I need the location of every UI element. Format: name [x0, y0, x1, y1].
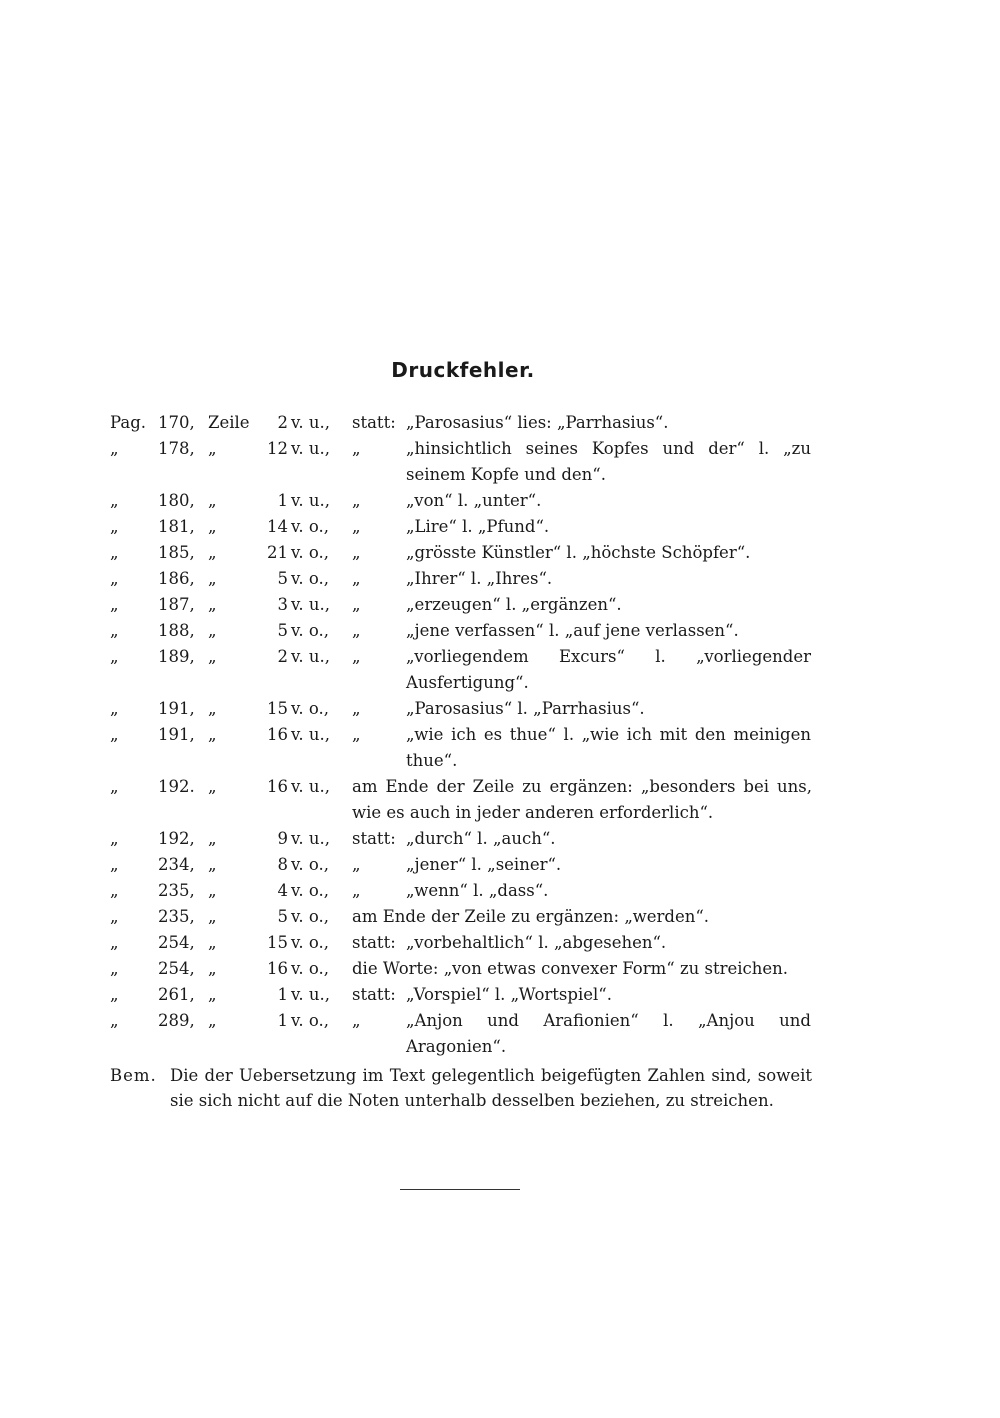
- errata-position: v. u.,: [291, 985, 330, 1004]
- errata-position: v. o.,: [291, 569, 329, 588]
- errata-line-number: 16: [267, 959, 288, 978]
- errata-pag: „: [110, 595, 119, 614]
- errata-row: [110, 982, 815, 1008]
- errata-page-number: 289,: [158, 1011, 195, 1030]
- errata-correction: „Anjon und Arafionien“ l. „Anjou und Aragonien“.: [406, 1011, 811, 1056]
- errata-row: [110, 566, 815, 592]
- errata-zeile: „: [208, 595, 217, 614]
- errata-zeile: „: [208, 647, 217, 666]
- remark-text: Die der Uebersetzung im Text gelegentlich beigefügten Zahlen sind, soweit sie sich nicht auf die Noten unterhalb desselben beziehen, zu streichen.: [170, 1066, 812, 1110]
- errata-keyword: „: [352, 595, 361, 614]
- errata-row: [110, 774, 815, 826]
- errata-row: [110, 436, 815, 488]
- errata-page-number: 187,: [158, 595, 195, 614]
- errata-correction: die Worte: „von etwas convexer Form“ zu streichen.: [352, 959, 789, 978]
- errata-line-number: 12: [267, 439, 288, 458]
- errata-keyword: statt:: [352, 829, 396, 848]
- errata-keyword: „: [352, 543, 361, 562]
- errata-position: v. o.,: [291, 543, 329, 562]
- errata-pag: „: [110, 621, 119, 640]
- errata-page-number: 234,: [158, 855, 195, 874]
- errata-position: v. u.,: [291, 413, 330, 432]
- errata-page-number: 191,: [158, 725, 195, 744]
- errata-page-number: 186,: [158, 569, 195, 588]
- errata-row: [110, 904, 815, 930]
- errata-row: [110, 618, 815, 644]
- errata-line-number: 9: [277, 829, 288, 848]
- errata-page-number: 178,: [158, 439, 195, 458]
- errata-row: [110, 644, 815, 696]
- errata-zeile: „: [208, 985, 217, 1004]
- errata-zeile: Zeile: [208, 413, 250, 432]
- errata-row: [110, 592, 815, 618]
- errata-position: v. o.,: [291, 959, 329, 978]
- errata-line-number: 1: [277, 1011, 288, 1030]
- errata-position: v. o.,: [291, 933, 329, 952]
- errata-position: v. u.,: [291, 829, 330, 848]
- errata-position: v. u.,: [291, 777, 330, 796]
- errata-position: v. u.,: [291, 491, 330, 510]
- errata-page-number: 235,: [158, 881, 195, 900]
- errata-page-number: 261,: [158, 985, 195, 1004]
- errata-position: v. o.,: [291, 1011, 329, 1030]
- errata-pag: „: [110, 517, 119, 536]
- errata-position: v. o.,: [291, 855, 329, 874]
- errata-line-number: 5: [277, 621, 288, 640]
- errata-keyword: „: [352, 517, 361, 536]
- errata-pag: „: [110, 725, 119, 744]
- errata-keyword: „: [352, 881, 361, 900]
- errata-row: [110, 852, 815, 878]
- errata-line-number: 5: [277, 569, 288, 588]
- errata-row: [110, 514, 815, 540]
- errata-keyword: statt:: [352, 985, 396, 1004]
- errata-zeile: „: [208, 725, 217, 744]
- errata-page-number: 235,: [158, 907, 195, 926]
- errata-list: [110, 410, 815, 1060]
- errata-zeile: „: [208, 829, 217, 848]
- errata-correction: „vorliegendem Excurs“ l. „vorliegender Ausfertigung“.: [406, 647, 811, 692]
- closing-rule: [400, 1189, 520, 1190]
- errata-keyword: „: [352, 647, 361, 666]
- errata-zeile: „: [208, 881, 217, 900]
- errata-line-number: 15: [267, 933, 288, 952]
- errata-zeile: „: [208, 855, 217, 874]
- errata-line-number: 8: [277, 855, 288, 874]
- page-title: Druckfehler.: [391, 358, 535, 382]
- errata-line-number: 2: [277, 413, 288, 432]
- errata-page-number: 191,: [158, 699, 195, 718]
- errata-zeile: „: [208, 933, 217, 952]
- errata-pag: „: [110, 985, 119, 1004]
- errata-page-number: 185,: [158, 543, 195, 562]
- errata-keyword: „: [352, 855, 361, 874]
- errata-zeile: „: [208, 543, 217, 562]
- errata-pag: „: [110, 1011, 119, 1030]
- errata-keyword: „: [352, 439, 361, 458]
- errata-correction: „wie ich es thue“ l. „wie ich mit den meinigen thue“.: [406, 725, 811, 770]
- errata-row: [110, 488, 815, 514]
- errata-position: v. u.,: [291, 439, 330, 458]
- errata-position: v. u.,: [291, 725, 330, 744]
- errata-position: v. o.,: [291, 881, 329, 900]
- errata-keyword: „: [352, 1011, 361, 1030]
- errata-pag: „: [110, 569, 119, 588]
- errata-correction: „erzeugen“ l. „ergänzen“.: [406, 595, 622, 614]
- errata-correction: „vorbehaltlich“ l. „abgesehen“.: [406, 933, 667, 952]
- errata-position: v. u.,: [291, 647, 330, 666]
- errata-pag: „: [110, 439, 119, 458]
- errata-row: [110, 956, 815, 982]
- errata-correction: „jene verfassen“ l. „auf jene verlassen“.: [406, 621, 739, 640]
- errata-line-number: 16: [267, 725, 288, 744]
- errata-zeile: „: [208, 959, 217, 978]
- errata-pag: „: [110, 855, 119, 874]
- remark-label: Bem.: [110, 1066, 157, 1085]
- errata-line-number: 1: [277, 985, 288, 1004]
- errata-correction: „hinsichtlich seines Kopfes und der“ l. „zu seinem Kopfe und den“.: [406, 439, 811, 484]
- errata-zeile: „: [208, 1011, 217, 1030]
- errata-line-number: 5: [277, 907, 288, 926]
- errata-zeile: „: [208, 907, 217, 926]
- errata-pag: „: [110, 543, 119, 562]
- errata-row: [110, 722, 815, 774]
- errata-pag: „: [110, 933, 119, 952]
- errata-correction: „Vorspiel“ l. „Wortspiel“.: [406, 985, 612, 1004]
- errata-pag: Pag.: [110, 413, 147, 432]
- errata-keyword: „: [352, 725, 361, 744]
- errata-line-number: 2: [277, 647, 288, 666]
- errata-position: v. o.,: [291, 517, 329, 536]
- errata-line-number: 3: [277, 595, 288, 614]
- errata-keyword: „: [352, 621, 361, 640]
- errata-keyword: „: [352, 569, 361, 588]
- errata-row: [110, 1008, 815, 1060]
- errata-position: v. o.,: [291, 699, 329, 718]
- errata-page-number: 170,: [158, 413, 195, 432]
- errata-correction: „grösste Künstler“ l. „höchste Schöpfer“.: [406, 543, 751, 562]
- errata-pag: „: [110, 881, 119, 900]
- errata-zeile: „: [208, 439, 217, 458]
- errata-page-number: 188,: [158, 621, 195, 640]
- errata-correction: am Ende der Zeile zu ergänzen: „werden“.: [352, 907, 710, 926]
- errata-keyword: statt:: [352, 933, 396, 952]
- errata-pag: „: [110, 491, 119, 510]
- errata-page-number: 254,: [158, 959, 195, 978]
- errata-line-number: 1: [277, 491, 288, 510]
- errata-line-number: 15: [267, 699, 288, 718]
- errata-zeile: „: [208, 569, 217, 588]
- errata-row: [110, 696, 815, 722]
- errata-correction: „Lire“ l. „Pfund“.: [406, 517, 550, 536]
- errata-page-number: 180,: [158, 491, 195, 510]
- errata-pag: „: [110, 647, 119, 666]
- errata-keyword: „: [352, 491, 361, 510]
- errata-position: v. u.,: [291, 595, 330, 614]
- errata-pag: „: [110, 829, 119, 848]
- remark: [110, 1063, 812, 1113]
- errata-page-number: 254,: [158, 933, 195, 952]
- errata-correction: „Parosasius“ l. „Parrhasius“.: [406, 699, 645, 718]
- errata-zeile: „: [208, 777, 217, 796]
- errata-page-number: 192.: [158, 777, 195, 796]
- errata-correction: am Ende der Zeile zu ergänzen: „besonders bei uns, wie es auch in jeder anderen erforderlich“.: [352, 777, 812, 822]
- errata-row: [110, 930, 815, 956]
- errata-row: [110, 878, 815, 904]
- errata-page-number: 189,: [158, 647, 195, 666]
- errata-page-number: 181,: [158, 517, 195, 536]
- errata-line-number: 21: [267, 543, 288, 562]
- errata-zeile: „: [208, 699, 217, 718]
- errata-position: v. o.,: [291, 621, 329, 640]
- errata-keyword: statt:: [352, 413, 396, 432]
- errata-zeile: „: [208, 621, 217, 640]
- errata-pag: „: [110, 699, 119, 718]
- errata-row: [110, 410, 815, 436]
- errata-zeile: „: [208, 517, 217, 536]
- errata-line-number: 14: [267, 517, 288, 536]
- errata-row: [110, 540, 815, 566]
- errata-pag: „: [110, 959, 119, 978]
- errata-keyword: „: [352, 699, 361, 718]
- errata-correction: „wenn“ l. „dass“.: [406, 881, 549, 900]
- errata-correction: „Ihrer“ l. „Ihres“.: [406, 569, 553, 588]
- errata-line-number: 16: [267, 777, 288, 796]
- errata-correction: „durch“ l. „auch“.: [406, 829, 556, 848]
- errata-page-number: 192,: [158, 829, 195, 848]
- errata-correction: „jener“ l. „seiner“.: [406, 855, 562, 874]
- errata-pag: „: [110, 907, 119, 926]
- errata-row: [110, 826, 815, 852]
- errata-zeile: „: [208, 491, 217, 510]
- errata-line-number: 4: [277, 881, 288, 900]
- errata-position: v. o.,: [291, 907, 329, 926]
- errata-correction: „von“ l. „unter“.: [406, 491, 542, 510]
- errata-correction: „Parosasius“ lies: „Parrhasius“.: [406, 413, 669, 432]
- errata-pag: „: [110, 777, 119, 796]
